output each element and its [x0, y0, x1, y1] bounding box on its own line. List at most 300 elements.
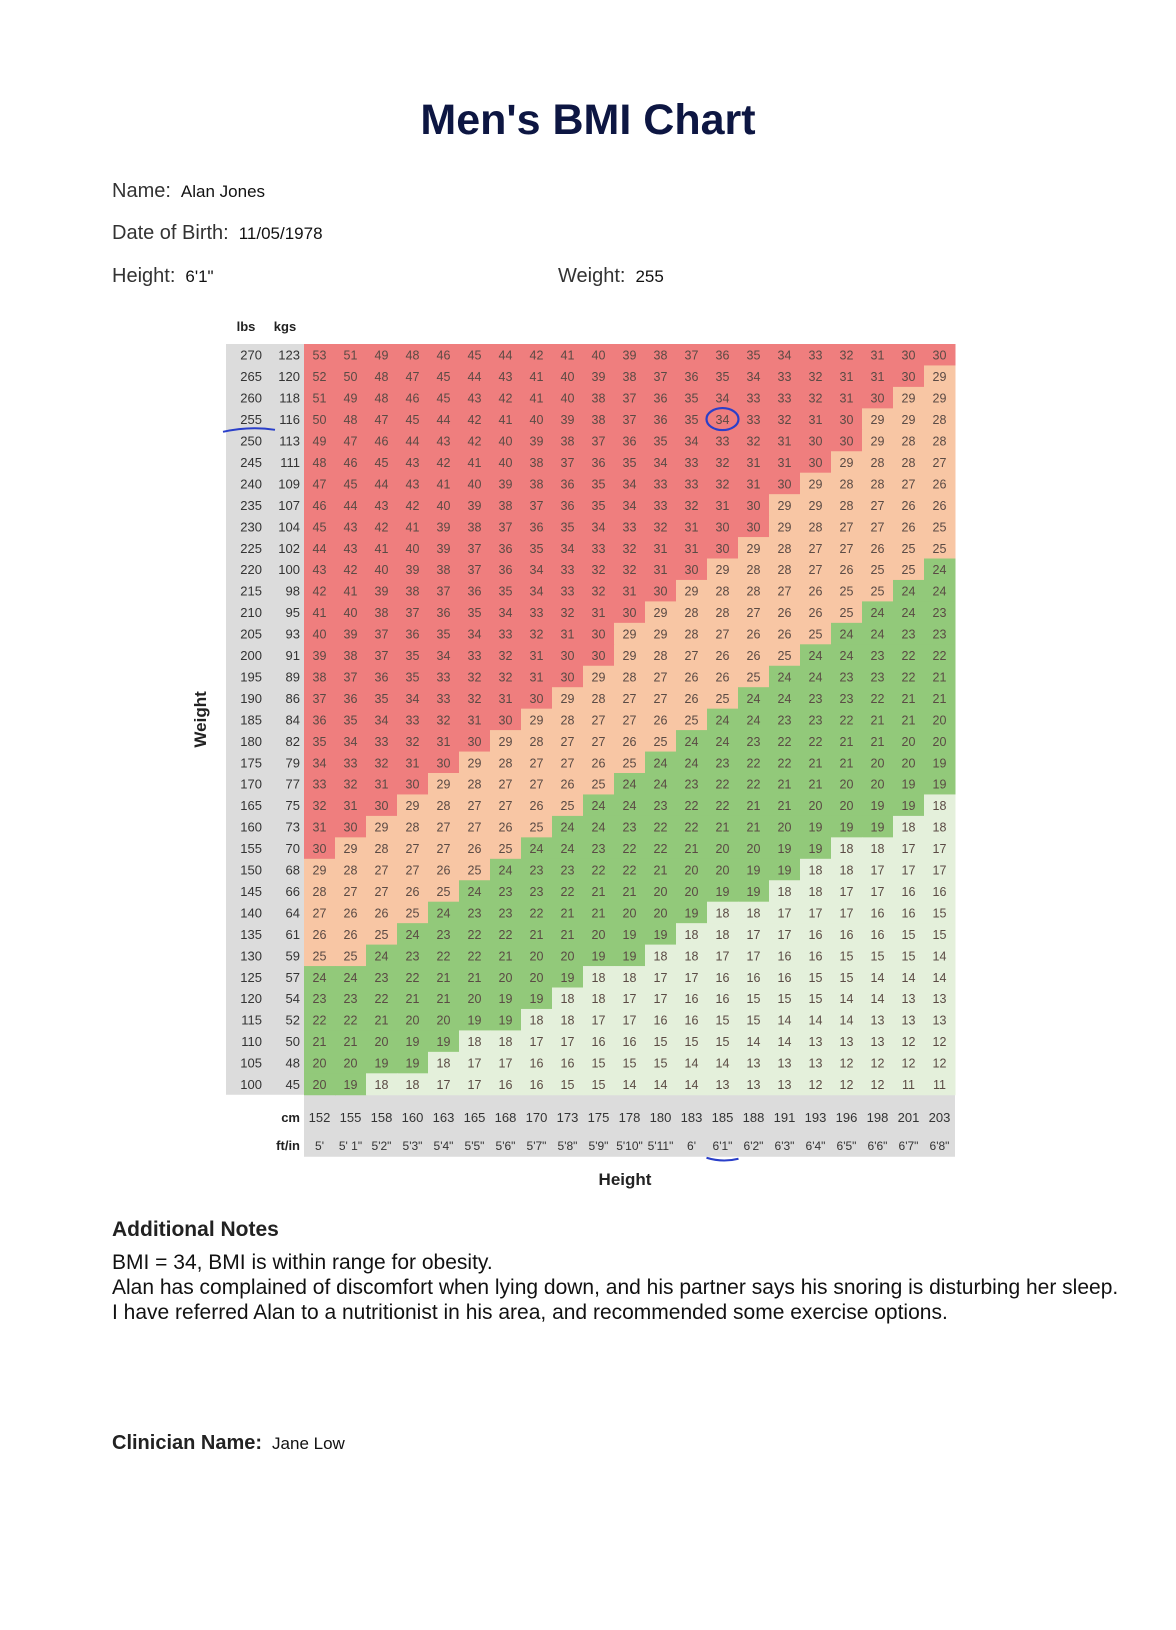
bmi-value-label: 34	[746, 370, 761, 385]
bmi-value-label: 22	[405, 970, 420, 985]
bmi-value-label: 28	[560, 713, 575, 728]
bmi-value-label: 13	[870, 1035, 885, 1050]
notes-heading: Additional Notes	[112, 1218, 279, 1241]
bmi-value-label: 16	[746, 970, 761, 985]
bmi-value-label: 17	[901, 842, 916, 857]
cm-axis-label: cm	[281, 1109, 300, 1125]
bmi-value-label: 41	[343, 584, 358, 599]
bmi-value-label: 20	[529, 949, 544, 964]
bmi-value-label: 24	[591, 799, 606, 814]
bmi-value-label: 20	[901, 756, 916, 771]
bmi-value-label: 16	[715, 970, 730, 985]
bmi-value-label: 32	[467, 670, 482, 685]
bmi-value-label: 38	[436, 563, 451, 578]
bmi-value-label: 33	[684, 477, 699, 492]
bmi-value-label: 24	[653, 777, 668, 792]
cm-tick-label: 173	[556, 1109, 579, 1125]
bmi-value-label: 36	[405, 627, 420, 642]
bmi-value-label: 27	[746, 606, 761, 621]
bmi-value-label: 24	[653, 756, 668, 771]
bmi-value-label: 27	[312, 906, 327, 921]
bmi-value-label: 31	[312, 820, 327, 835]
bmi-value-label: 24	[560, 842, 575, 857]
bmi-value-label: 25	[932, 520, 947, 535]
bmi-value-label: 12	[870, 1078, 885, 1093]
bmi-value-label: 13	[839, 1035, 854, 1050]
bmi-value-label: 32	[715, 477, 730, 492]
bmi-value-label: 18	[715, 927, 730, 942]
bmi-value-label: 24	[870, 606, 885, 621]
bmi-value-label: 25	[870, 584, 885, 599]
bmi-value-label: 33	[405, 713, 420, 728]
bmi-value-label: 29	[498, 734, 513, 749]
bmi-value-label: 31	[374, 777, 389, 792]
bmi-value-label: 28	[467, 777, 482, 792]
ftin-axis-label: ft/in	[276, 1137, 300, 1153]
bmi-value-label: 42	[529, 348, 544, 363]
bmi-value-label: 13	[715, 1078, 730, 1093]
kgs-header: kgs	[273, 319, 297, 334]
bmi-value-label: 35	[715, 370, 730, 385]
weight-value: 255	[635, 267, 664, 286]
bmi-value-label: 17	[529, 1035, 544, 1050]
bmi-value-label: 26	[436, 863, 451, 878]
lbs-tick-label: 175	[240, 755, 262, 771]
bmi-value-label: 18	[560, 992, 575, 1007]
bmi-value-label: 34	[312, 756, 327, 771]
bmi-value-label: 29	[653, 606, 668, 621]
bmi-value-label: 33	[591, 541, 606, 556]
bmi-value-label: 16	[901, 884, 916, 899]
bmi-value-label: 34	[622, 498, 637, 513]
bmi-value-label: 25	[436, 884, 451, 899]
bmi-value-label: 25	[529, 820, 544, 835]
bmi-value-label: 31	[808, 413, 823, 428]
bmi-value-label: 26	[560, 777, 575, 792]
bmi-value-label: 38	[343, 649, 358, 664]
bmi-value-label: 36	[498, 563, 513, 578]
cm-tick-label: 193	[804, 1109, 827, 1125]
kgs-tick-label: 100	[278, 562, 300, 578]
ftin-tick-label: 5'3"	[402, 1138, 423, 1153]
kgs-tick-label: 95	[285, 605, 300, 621]
bmi-value-label: 30	[839, 413, 854, 428]
bmi-value-label: 24	[467, 884, 482, 899]
bmi-value-label: 33	[715, 434, 730, 449]
bmi-value-label: 33	[312, 777, 327, 792]
bmi-value-label: 23	[405, 949, 420, 964]
bmi-value-label: 21	[746, 820, 761, 835]
bmi-value-label: 44	[467, 370, 482, 385]
bmi-value-label: 30	[312, 842, 327, 857]
bmi-value-label: 31	[560, 627, 575, 642]
notes-line: BMI = 34, BMI is within range for obesity.	[112, 1251, 493, 1274]
bmi-value-label: 25	[839, 606, 854, 621]
bmi-value-label: 17	[653, 992, 668, 1007]
bmi-value-label: 28	[591, 691, 606, 706]
bmi-value-label: 28	[870, 477, 885, 492]
bmi-value-label: 12	[932, 1056, 947, 1071]
bmi-value-label: 18	[405, 1078, 420, 1093]
bmi-value-label: 48	[374, 370, 389, 385]
bmi-value-label: 31	[870, 348, 885, 363]
bmi-value-label: 16	[715, 992, 730, 1007]
bmi-value-label: 21	[777, 799, 792, 814]
bmi-value-label: 43	[498, 370, 513, 385]
bmi-value-label: 26	[312, 927, 327, 942]
kgs-tick-label: 120	[278, 369, 300, 385]
bmi-value-label: 13	[932, 992, 947, 1007]
bmi-value-label: 23	[560, 863, 575, 878]
bmi-value-label: 35	[684, 413, 699, 428]
bmi-value-label: 44	[312, 541, 327, 556]
bmi-value-label: 26	[591, 756, 606, 771]
bmi-value-label: 16	[777, 949, 792, 964]
bmi-value-label: 31	[746, 477, 761, 492]
bmi-value-label: 36	[436, 606, 451, 621]
bmi-value-label: 19	[436, 1035, 451, 1050]
kgs-tick-label: 73	[285, 819, 300, 835]
bmi-value-label: 21	[560, 906, 575, 921]
bmi-value-label: 21	[622, 884, 637, 899]
ftin-tick-label: 5'2"	[371, 1138, 392, 1153]
bmi-value-label: 16	[932, 884, 947, 899]
bmi-value-label: 21	[560, 927, 575, 942]
bmi-value-label: 24	[312, 970, 327, 985]
bmi-value-label: 18	[932, 820, 947, 835]
bmi-value-label: 37	[467, 563, 482, 578]
kgs-tick-label: 45	[285, 1077, 300, 1093]
bmi-value-label: 14	[932, 970, 947, 985]
bmi-value-label: 19	[870, 799, 885, 814]
bmi-value-label: 17	[777, 927, 792, 942]
bmi-value-label: 24	[436, 906, 451, 921]
bmi-value-label: 24	[715, 713, 730, 728]
bmi-value-label: 46	[374, 434, 389, 449]
bmi-value-label: 39	[591, 370, 606, 385]
bmi-value-label: 35	[684, 391, 699, 406]
bmi-value-label: 19	[374, 1056, 389, 1071]
dob-value: 11/05/1978	[238, 224, 323, 243]
bmi-value-label: 34	[653, 455, 668, 470]
height-label: Height:	[112, 265, 176, 287]
bmi-value-label: 26	[467, 842, 482, 857]
bmi-value-label: 16	[777, 970, 792, 985]
bmi-value-label: 27	[343, 884, 358, 899]
bmi-value-label: 12	[839, 1078, 854, 1093]
bmi-value-label: 15	[839, 949, 854, 964]
lbs-tick-label: 155	[240, 841, 262, 857]
lbs-tick-label: 195	[240, 669, 262, 685]
bmi-value-label: 26	[343, 927, 358, 942]
lbs-tick-label: 125	[240, 969, 262, 985]
bmi-value-label: 32	[312, 799, 327, 814]
bmi-value-label: 29	[374, 820, 389, 835]
bmi-value-label: 34	[436, 649, 451, 664]
bmi-value-label: 26	[715, 670, 730, 685]
bmi-value-label: 36	[467, 584, 482, 599]
bmi-value-label: 32	[467, 691, 482, 706]
bmi-value-label: 29	[777, 498, 792, 513]
bmi-value-label: 31	[839, 391, 854, 406]
bmi-value-label: 23	[808, 691, 823, 706]
bmi-value-label: 12	[901, 1056, 916, 1071]
bmi-value-label: 21	[839, 734, 854, 749]
ftin-tick-label: 6'5"	[836, 1138, 857, 1153]
lbs-tick-label: 200	[240, 648, 262, 664]
bmi-value-label: 29	[312, 863, 327, 878]
bmi-value-label: 14	[839, 1013, 854, 1028]
bmi-value-label: 37	[343, 670, 358, 685]
bmi-value-label: 28	[746, 584, 761, 599]
bmi-value-label: 17	[746, 949, 761, 964]
bmi-value-label: 35	[591, 498, 606, 513]
bmi-value-label: 42	[498, 391, 513, 406]
bmi-value-label: 15	[808, 970, 823, 985]
bmi-value-label: 25	[622, 756, 637, 771]
bmi-value-label: 17	[653, 970, 668, 985]
bmi-value-label: 24	[746, 713, 761, 728]
bmi-value-label: 19	[622, 949, 637, 964]
cm-tick-label: 183	[680, 1109, 703, 1125]
bmi-value-label: 27	[560, 734, 575, 749]
bmi-value-label: 29	[901, 413, 916, 428]
lbs-tick-label: 100	[240, 1077, 262, 1093]
bmi-value-label: 22	[436, 949, 451, 964]
bmi-value-label: 31	[715, 498, 730, 513]
bmi-value-label: 14	[932, 949, 947, 964]
ftin-tick-label: 5'9"	[588, 1138, 609, 1153]
bmi-value-label: 25	[932, 541, 947, 556]
bmi-value-label: 30	[777, 477, 792, 492]
bmi-value-label: 31	[467, 713, 482, 728]
bmi-value-label: 18	[870, 842, 885, 857]
notes-line: Alan has complained of discomfort when lying down, and his partner says his snoring is disturbing her sleep.	[112, 1276, 1119, 1299]
bmi-value-label: 17	[839, 884, 854, 899]
bmi-value-label: 27	[560, 756, 575, 771]
bmi-value-label: 16	[529, 1078, 544, 1093]
bmi-value-label: 29	[622, 627, 637, 642]
bmi-value-label: 37	[498, 520, 513, 535]
bmi-value-label: 27	[808, 563, 823, 578]
bmi-value-label: 22	[312, 1013, 327, 1028]
bmi-value-label: 29	[870, 413, 885, 428]
ftin-tick-label: 5'	[315, 1138, 324, 1153]
bmi-value-label: 43	[374, 498, 389, 513]
bmi-value-label: 14	[901, 970, 916, 985]
bmi-value-label: 35	[653, 434, 668, 449]
bmi-value-label: 14	[839, 992, 854, 1007]
kgs-tick-label: 118	[279, 390, 300, 406]
bmi-value-label: 42	[374, 520, 389, 535]
bmi-value-label: 40	[405, 541, 420, 556]
bmi-value-label: 31	[746, 455, 761, 470]
lbs-header: lbs	[236, 319, 256, 334]
bmi-value-label: 36	[343, 691, 358, 706]
bmi-value-label: 19	[684, 906, 699, 921]
lbs-tick-label: 270	[240, 347, 262, 363]
bmi-value-label: 40	[498, 434, 513, 449]
bmi-value-label: 29	[684, 584, 699, 599]
bmi-value-label: 34	[591, 520, 606, 535]
bmi-value-label: 36	[312, 713, 327, 728]
bmi-value-label: 30	[560, 649, 575, 664]
cm-tick-label: 180	[649, 1109, 672, 1125]
bmi-value-label: 23	[932, 627, 947, 642]
bmi-value-label: 18	[591, 992, 606, 1007]
lbs-tick-label: 180	[240, 733, 262, 749]
bmi-value-label: 31	[591, 606, 606, 621]
bmi-value-label: 25	[870, 563, 885, 578]
bmi-value-label: 37	[405, 606, 420, 621]
bmi-value-label: 15	[901, 927, 916, 942]
bmi-value-label: 27	[622, 691, 637, 706]
bmi-value-label: 20	[870, 777, 885, 792]
bmi-value-label: 23	[374, 970, 389, 985]
bmi-value-label: 19	[498, 1013, 513, 1028]
bmi-value-label: 38	[405, 584, 420, 599]
bmi-value-label: 28	[684, 606, 699, 621]
cm-tick-label: 163	[432, 1109, 455, 1125]
bmi-value-label: 30	[343, 820, 358, 835]
kgs-tick-label: 98	[285, 583, 300, 599]
bmi-value-label: 21	[932, 691, 947, 706]
bmi-value-label: 45	[312, 520, 327, 535]
bmi-value-label: 17	[870, 884, 885, 899]
bmi-value-label: 33	[622, 520, 637, 535]
bmi-value-label: 24	[374, 949, 389, 964]
kgs-tick-label: 57	[285, 969, 300, 985]
bmi-value-label: 16	[808, 949, 823, 964]
bmi-value-label: 35	[436, 627, 451, 642]
kgs-tick-label: 64	[285, 905, 300, 921]
bmi-value-label: 13	[808, 1056, 823, 1071]
bmi-value-label: 40	[374, 563, 389, 578]
bmi-value-label: 15	[560, 1078, 575, 1093]
kgs-tick-label: 75	[285, 798, 300, 814]
lbs-tick-label: 145	[240, 883, 262, 899]
bmi-value-label: 38	[591, 413, 606, 428]
bmi-value-label: 21	[467, 970, 482, 985]
bmi-value-label: 40	[312, 627, 327, 642]
dob-label: Date of Birth:	[112, 222, 229, 244]
bmi-value-label: 14	[684, 1078, 699, 1093]
bmi-value-label: 48	[405, 348, 420, 363]
bmi-value-label: 45	[343, 477, 358, 492]
bmi-value-label: 21	[808, 777, 823, 792]
bmi-value-label: 36	[591, 455, 606, 470]
cm-tick-label: 165	[463, 1109, 486, 1125]
bmi-value-label: 19	[777, 863, 792, 878]
bmi-value-label: 24	[715, 734, 730, 749]
bmi-value-label: 44	[498, 348, 513, 363]
bmi-value-label: 20	[436, 1013, 451, 1028]
bmi-value-label: 23	[591, 842, 606, 857]
bmi-value-label: 21	[932, 670, 947, 685]
cm-tick-label: 175	[587, 1109, 610, 1125]
bmi-value-label: 11	[933, 1078, 946, 1093]
bmi-value-label: 15	[870, 949, 885, 964]
bmi-value-label: 38	[374, 606, 389, 621]
bmi-value-label: 21	[777, 777, 792, 792]
cm-tick-label: 178	[618, 1109, 641, 1125]
bmi-value-label: 20	[932, 713, 947, 728]
bmi-value-label: 19	[653, 927, 668, 942]
bmi-value-label: 21	[374, 1013, 389, 1028]
bmi-value-label: 31	[436, 734, 451, 749]
bmi-value-label: 43	[343, 520, 358, 535]
bmi-value-label: 32	[653, 520, 668, 535]
bmi-value-label: 22	[870, 691, 885, 706]
bmi-value-label: 25	[560, 799, 575, 814]
bmi-value-label: 15	[653, 1056, 668, 1071]
bmi-value-label: 27	[777, 584, 792, 599]
bmi-value-label: 15	[932, 927, 947, 942]
kgs-tick-label: 68	[285, 862, 300, 878]
bmi-value-label: 21	[839, 756, 854, 771]
x-axis-title: Height	[598, 1169, 652, 1189]
bmi-value-label: 30	[715, 541, 730, 556]
bmi-value-label: 15	[746, 992, 761, 1007]
bmi-value-label: 42	[436, 455, 451, 470]
bmi-value-label: 14	[870, 992, 885, 1007]
bmi-value-label: 13	[746, 1056, 761, 1071]
bmi-value-label: 29	[839, 455, 854, 470]
bmi-value-label: 22	[777, 756, 792, 771]
bmi-value-label: 27	[436, 820, 451, 835]
bmi-value-label: 50	[343, 370, 358, 385]
bmi-value-label: 22	[622, 842, 637, 857]
bmi-value-label: 26	[622, 734, 637, 749]
bmi-value-label: 18	[684, 927, 699, 942]
bmi-value-label: 24	[932, 563, 947, 578]
bmi-value-label: 15	[839, 970, 854, 985]
bmi-value-label: 22	[932, 649, 947, 664]
clinician-field	[112, 1432, 345, 1455]
bmi-value-label: 14	[684, 1056, 699, 1071]
bmi-value-label: 14	[870, 970, 885, 985]
bmi-value-label: 21	[591, 884, 606, 899]
bmi-value-label: 53	[312, 348, 327, 363]
bmi-value-label: 26	[405, 884, 420, 899]
bmi-value-label: 36	[684, 370, 699, 385]
bmi-value-label: 14	[777, 1013, 792, 1028]
bmi-value-label: 27	[405, 863, 420, 878]
bmi-value-label: 34	[405, 691, 420, 706]
cm-tick-label: 152	[308, 1109, 331, 1125]
bmi-value-label: 40	[343, 606, 358, 621]
bmi-value-label: 16	[870, 906, 885, 921]
bmi-value-label: 35	[560, 520, 575, 535]
bmi-value-label: 16	[591, 1035, 606, 1050]
bmi-value-label: 26	[343, 906, 358, 921]
bmi-value-label: 24	[405, 927, 420, 942]
kgs-tick-label: 104	[278, 519, 300, 535]
bmi-value-label: 21	[436, 992, 451, 1007]
bmi-value-label: 22	[746, 777, 761, 792]
bmi-value-label: 44	[343, 498, 358, 513]
bmi-value-label: 43	[405, 477, 420, 492]
lbs-tick-label: 120	[240, 991, 262, 1007]
bmi-value-label: 35	[343, 713, 358, 728]
bmi-value-label: 28	[436, 799, 451, 814]
bmi-value-label: 35	[312, 734, 327, 749]
bmi-value-label: 33	[560, 584, 575, 599]
bmi-value-label: 20	[498, 970, 513, 985]
bmi-value-label: 48	[312, 455, 327, 470]
bmi-value-label: 27	[591, 713, 606, 728]
bmi-value-label: 16	[529, 1056, 544, 1071]
